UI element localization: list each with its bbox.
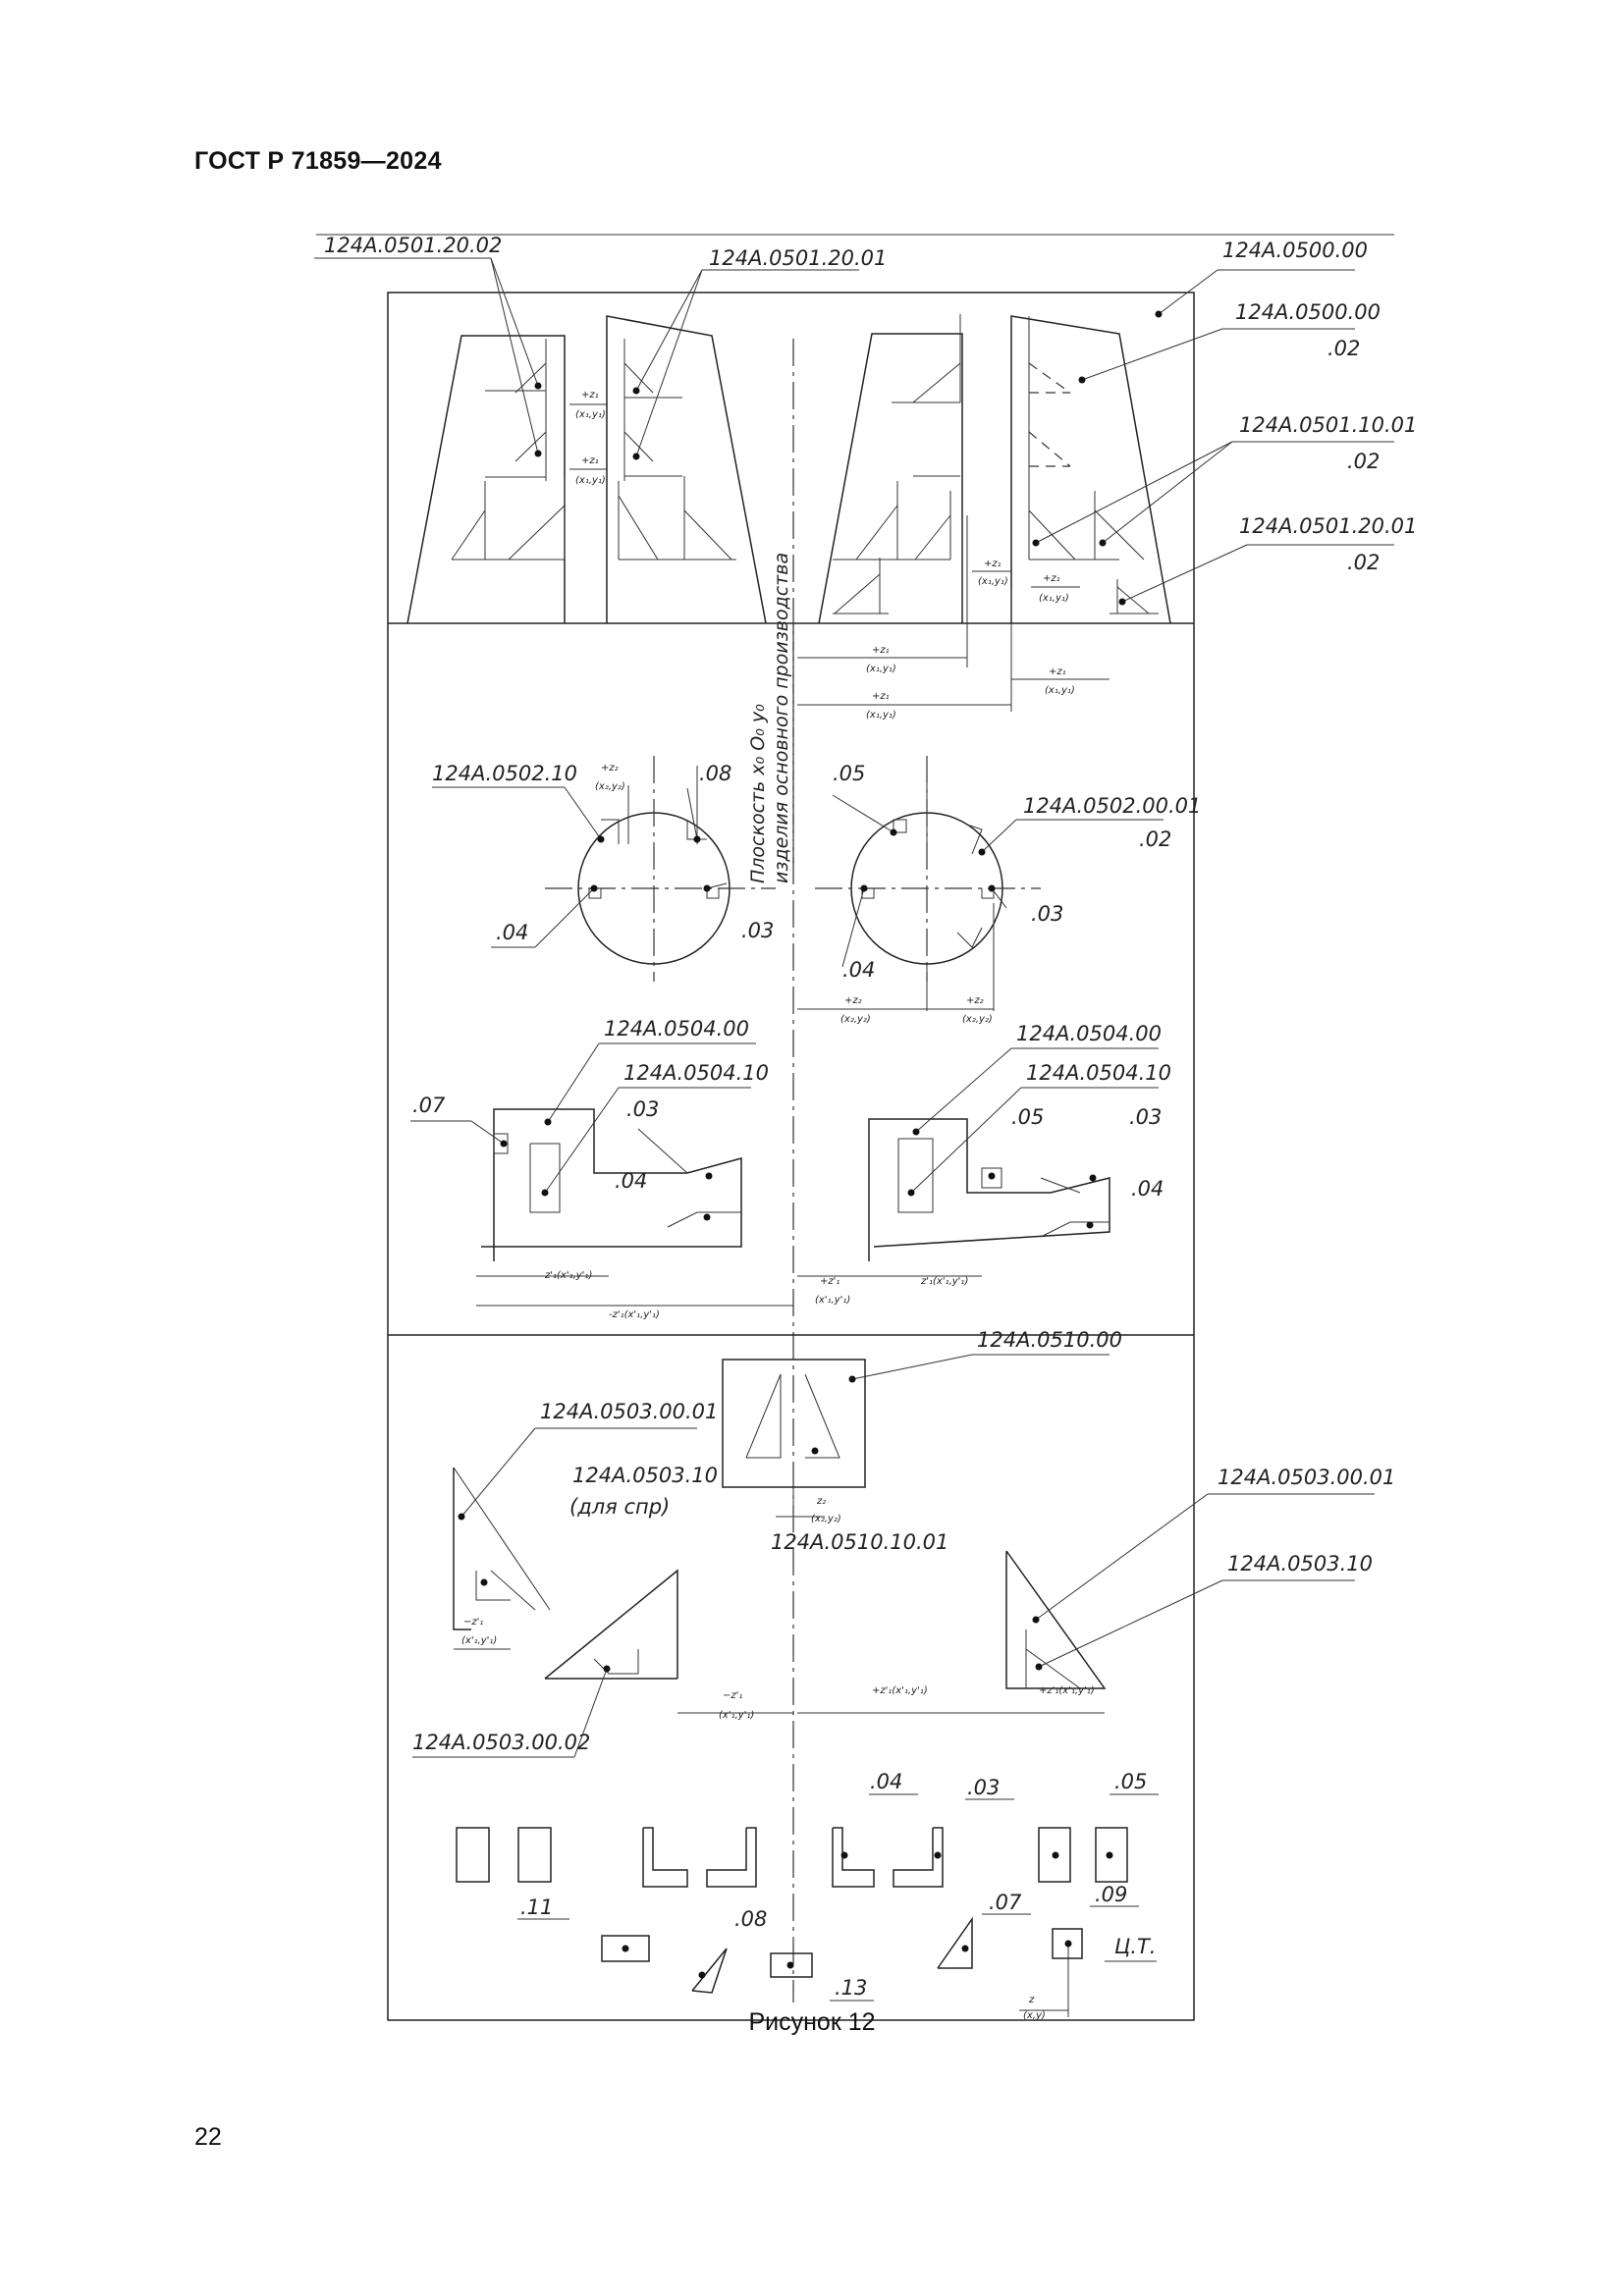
label: .02 bbox=[1347, 450, 1380, 473]
label: .07 bbox=[412, 1094, 446, 1117]
dim-text: (x₁,y₁) bbox=[575, 475, 606, 486]
label: .02 bbox=[1327, 337, 1361, 360]
label: 124А.0503.10 bbox=[572, 1464, 718, 1487]
label: .05 bbox=[833, 762, 866, 785]
dim-text: +z₂ bbox=[966, 995, 984, 1006]
dim-text: +z₁ bbox=[581, 390, 599, 400]
dim-text: (x₂,y₂) bbox=[595, 781, 625, 792]
label: .05 bbox=[1114, 1770, 1148, 1793]
dim-text: (x₁,y₁) bbox=[1045, 685, 1075, 696]
label: .05 bbox=[1011, 1105, 1045, 1129]
figure-caption: Рисунок 12 bbox=[748, 2008, 876, 2036]
label: .04 bbox=[496, 921, 529, 944]
label: .03 bbox=[1129, 1105, 1163, 1129]
label: 124А.0501.20.02 bbox=[324, 234, 503, 257]
label: 124А.0503.00.01 bbox=[1218, 1466, 1396, 1489]
dim-text: +z₂ bbox=[601, 763, 619, 774]
label: .02 bbox=[1347, 551, 1380, 574]
dim-text: (x₁,y₁) bbox=[866, 710, 896, 721]
dim-text: +z₁ bbox=[872, 645, 890, 656]
label: 124А.0503.00.01 bbox=[540, 1400, 719, 1423]
label: 124А.0501.20.01 bbox=[1239, 514, 1418, 538]
label: .03 bbox=[741, 919, 775, 942]
dim-text: (x₁,y₁) bbox=[978, 576, 1008, 587]
plane-label bbox=[747, 553, 792, 883]
dim-text: +z₁ bbox=[1043, 573, 1060, 584]
dim-text: +z'₁ bbox=[820, 1276, 840, 1287]
drawing-frame bbox=[388, 293, 1194, 2020]
label: .04 bbox=[870, 1770, 903, 1793]
dim-text: (x,y) bbox=[1023, 2010, 1046, 2021]
label: .03 bbox=[1031, 902, 1064, 926]
label: .03 bbox=[967, 1776, 1001, 1799]
part-labels bbox=[324, 234, 1417, 2001]
label: 124А.0504.10 bbox=[623, 1061, 769, 1085]
label: 124А.0501.20.01 bbox=[709, 246, 888, 270]
label: 124А.0502.00.01 bbox=[1023, 794, 1202, 818]
dim-text: −z'₁ bbox=[463, 1617, 484, 1628]
bracket-parts-0504 bbox=[388, 1109, 1194, 1335]
label: .11 bbox=[520, 1896, 554, 1919]
label: 124А.0500.00 bbox=[1235, 300, 1380, 324]
dim-text: -z'₁(x'₁,y'₁) bbox=[609, 1309, 660, 1320]
label: 124А.0501.10.01 bbox=[1239, 413, 1418, 437]
dim-text: +z'₁(x'₁,y'₁) bbox=[872, 1685, 928, 1696]
dim-text: (x'₁,y'₁) bbox=[461, 1635, 498, 1646]
label: .13 bbox=[835, 1976, 868, 2000]
label: .03 bbox=[626, 1097, 660, 1121]
label: 124А.0500.00 bbox=[1222, 239, 1368, 262]
plane-label-line1: Плоскость x₀ O₀ y₀ bbox=[747, 704, 769, 883]
dim-text: z₂ bbox=[817, 1496, 827, 1507]
label: .04 bbox=[615, 1169, 648, 1193]
label: .08 bbox=[699, 762, 732, 785]
dim-text: (x'₁,y'₁) bbox=[815, 1295, 851, 1306]
dim-text: (x₂,y₂) bbox=[811, 1514, 841, 1524]
dim-text: z bbox=[1029, 1995, 1035, 2005]
dim-text: +z₁ bbox=[581, 455, 599, 466]
plane-label-line2: изделия основного производства bbox=[771, 552, 792, 883]
dim-text: (x₁,y₁) bbox=[866, 664, 896, 674]
dim-text: (x₁,y₁) bbox=[575, 409, 606, 420]
dim-text: (x₁,y₁) bbox=[1039, 593, 1069, 604]
dim-text: +z₁ bbox=[1049, 667, 1066, 677]
small-parts bbox=[457, 1828, 1127, 2017]
label: .04 bbox=[1131, 1177, 1164, 1201]
label: 124А.0510.00 bbox=[977, 1328, 1122, 1352]
dim-text: z'₁(x'₁,y'₁) bbox=[545, 1270, 593, 1281]
reference-dots bbox=[459, 311, 1163, 1979]
label: 124А.0504.00 bbox=[604, 1017, 749, 1041]
label: (для спр) bbox=[569, 1495, 671, 1519]
label: 124А.0504.00 bbox=[1016, 1022, 1162, 1045]
dim-text: (x₂,y₂) bbox=[962, 1014, 993, 1025]
dim-text: +z₁ bbox=[984, 559, 1001, 569]
document-header: ГОСТ Р 71859—2024 bbox=[194, 147, 442, 175]
label: .09 bbox=[1095, 1883, 1128, 1906]
label: .04 bbox=[842, 958, 876, 982]
label: .08 bbox=[734, 1907, 768, 1931]
dim-text: (x₂,y₂) bbox=[840, 1014, 871, 1025]
dim-text: +z'₁(x'₁,y'₁) bbox=[1039, 1685, 1095, 1696]
label: .07 bbox=[989, 1891, 1022, 1914]
label: .02 bbox=[1139, 828, 1172, 851]
dim-text: −z'₁ bbox=[723, 1690, 743, 1701]
dim-text: +z₁ bbox=[872, 691, 890, 702]
label: 124А.0503.00.02 bbox=[412, 1731, 591, 1754]
label: 124А.0510.10.01 bbox=[771, 1530, 949, 1554]
dim-text: z'₁(x'₁,y'₁) bbox=[921, 1276, 969, 1287]
dim-text: +z₂ bbox=[844, 995, 862, 1006]
label: 124А.0502.10 bbox=[432, 762, 577, 785]
page-number: 22 bbox=[194, 2123, 222, 2151]
label: 124А.0504.10 bbox=[1026, 1061, 1171, 1085]
label: Ц.Т. bbox=[1114, 1935, 1157, 1958]
dim-text: (x'₁,y'₁) bbox=[719, 1710, 755, 1721]
label: 124А.0503.10 bbox=[1227, 1552, 1373, 1575]
